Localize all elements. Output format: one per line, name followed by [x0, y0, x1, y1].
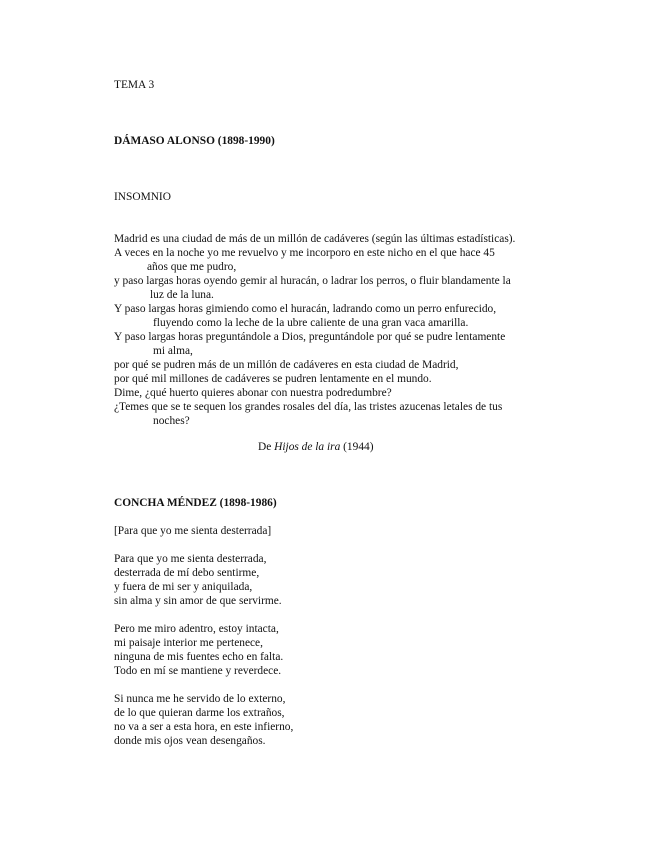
verse-line: de lo que quieran darme los extraños, — [114, 707, 285, 719]
poem-line: Madrid es una ciudad de más de un millón de cadáveres (según las últimas estadísticas). — [114, 233, 516, 245]
source-book-title: Hijos de la ira — [274, 441, 341, 453]
verse-line: Todo en mí se mantiene y reverdece. — [114, 665, 282, 677]
poem-line-continuation: noches? — [153, 415, 190, 427]
poem-line-continuation: fluyendo como la leche de la ubre caliente de una gran vaca amarilla. — [153, 317, 469, 329]
verse-line: no va a ser a esta hora, en este infierno, — [114, 721, 294, 733]
poem-line: ¿Temes que se te sequen los grandes rosales del día, las tristes azucenas letales de tus — [114, 401, 503, 413]
poem-line-continuation: luz de la luna. — [150, 289, 214, 301]
poem-line: Y paso largas horas preguntándole a Dios, preguntándole por qué se pudre lentamente — [114, 331, 506, 343]
poem-line: Y paso largas horas gimiendo como el huracán, ladrando como un perro enfurecido, — [114, 303, 497, 315]
poem-line: Dime, ¿qué huerto quieres abonar con nuestra podredumbre? — [114, 387, 392, 399]
poem-source-citation — [258, 440, 374, 454]
author-heading-damaso-alonso: DÁMASO ALONSO (1898-1990) — [114, 135, 275, 147]
source-prefix: De — [258, 441, 275, 453]
poem-subtitle: [Para que yo me sienta desterrada] — [114, 525, 272, 537]
verse-line: y fuera de mi ser y aniquilada, — [114, 581, 253, 593]
verse-line: desterrada de mí debo sentirme, — [114, 567, 260, 579]
poem-line: por qué mil millones de cadáveres se pudren lentamente en el mundo. — [114, 373, 432, 385]
verse-line: mi paisaje interior me pertenece, — [114, 637, 263, 649]
verse-line: ninguna de mis fuentes echo en falta. — [114, 651, 284, 663]
verse-line: Si nunca me he servido de lo externo, — [114, 693, 286, 705]
author-heading-concha-mendez: CONCHA MÉNDEZ (1898-1986) — [114, 497, 277, 509]
source-year: (1944) — [340, 441, 374, 453]
poem-line: A veces en la noche yo me revuelvo y me incorporo en este nicho en el que hace 45 — [114, 247, 495, 259]
poem-line-continuation: años que me pudro, — [147, 261, 237, 273]
verse-line: donde mis ojos vean desengaños. — [114, 735, 266, 747]
verse-line: Pero me miro adentro, estoy intacta, — [114, 623, 279, 635]
verse-line: Para que yo me sienta desterrada, — [114, 553, 267, 565]
tema-heading: TEMA 3 — [114, 79, 155, 91]
poem-line: por qué se pudren más de un millón de cadáveres en esta ciudad de Madrid, — [114, 359, 459, 371]
verse-line: sin alma y sin amor de que servirme. — [114, 595, 282, 607]
poem-title-insomnio: INSOMNIO — [114, 191, 171, 203]
poem-line: y paso largas horas oyendo gemir al huracán, o ladrar los perros, o fluir blandamente la — [114, 275, 511, 287]
poem-line-continuation: mi alma, — [153, 345, 193, 357]
